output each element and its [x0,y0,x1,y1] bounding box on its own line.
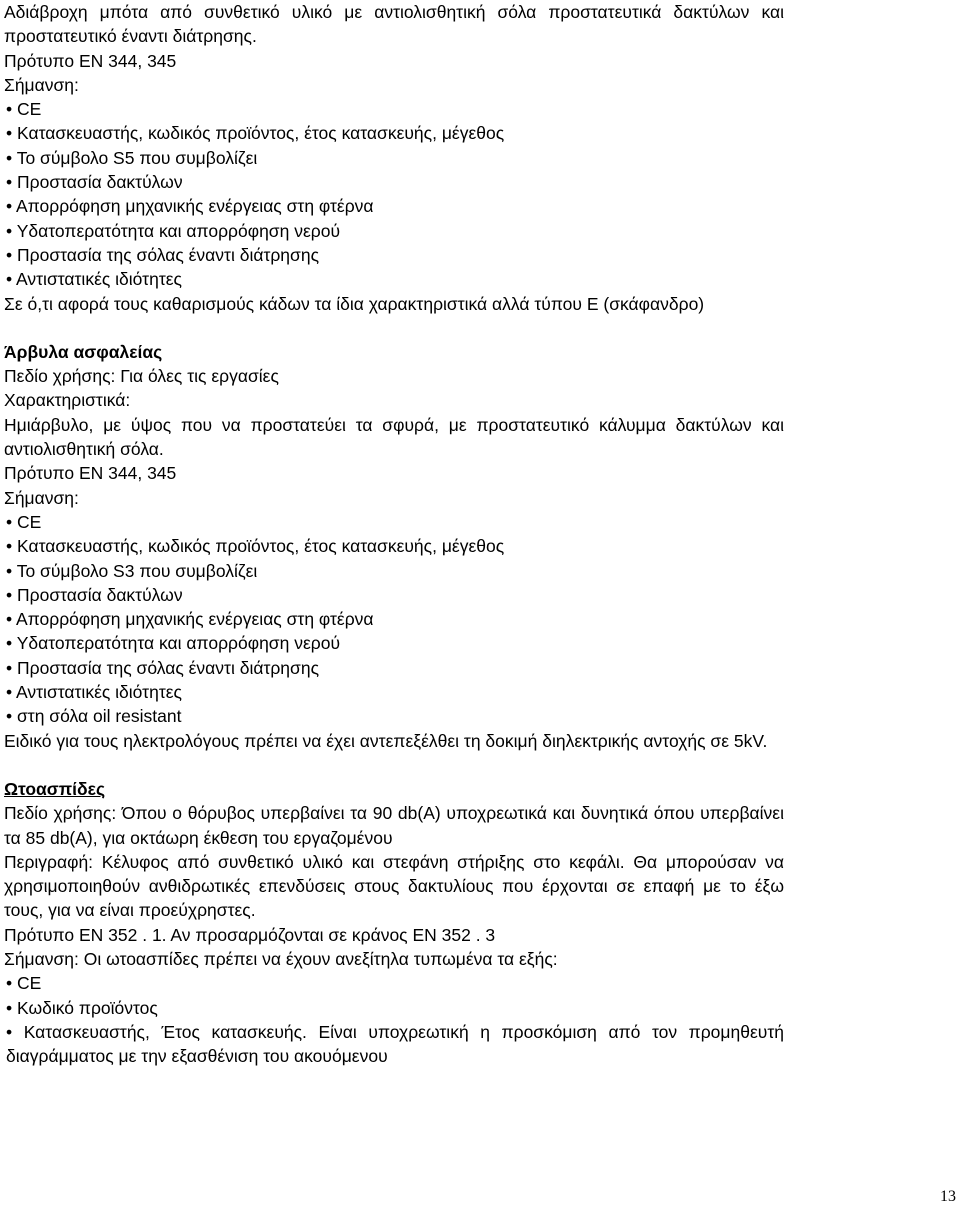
section2-description: Ημιάρβυλο, με ύψος που να προστατεύει τα σφυρά, με προστατευτικό κάλυμμα δακτύλων και αντιολισθητική σόλα. [4,414,784,460]
list-item: • Αντιστατικές ιδιότητες [6,269,182,290]
section2-field: Πεδίο χρήσης: Για όλες τις εργασίες [4,366,279,387]
section1-bullet-list [4,97,784,291]
list-item: • Προστασία της σόλας έναντι διάτρησης [6,244,320,265]
list-item: • στη σόλα oil resistant [6,706,182,727]
list-item: • CE [6,973,42,994]
list-item: • CE [6,99,42,120]
list-item: • Κατασκευαστής, κωδικός προϊόντος, έτος κατασκευής, μέγεθος [6,123,505,144]
list-item: • Κατασκευαστής, κωδικός προϊόντος, έτος κατασκευής, μέγεθος [6,536,505,557]
section3-field: Πεδίο χρήσης: Όπου ο θόρυβος υπερβαίνει τα 90 db(A) υποχρεωτικά και δυνητικά όπου υπερβαίνει τα 85 db(A), για οκτάωρη έκθεση του εργαζομένου [4,803,784,848]
section1-standard: Πρότυπο ΕΝ 344, 345 [4,50,177,71]
list-item: • Αντιστατικές ιδιότητες [6,682,182,703]
section2-marking-label: Σήμανση: [4,487,79,508]
section2-note: Ειδικό για τους ηλεκτρολόγους πρέπει να έχει αντεπεξέλθει τη δοκιμή διηλεκτρικής αντοχής σε 5kV. [4,730,768,751]
list-item: • Κωδικό προϊόντος [6,997,158,1018]
spacer [4,753,784,777]
list-item: • Το σύμβολο S5 που συμβολίζει [6,147,258,168]
list-item: • Υδατοπερατότητα και απορρόφηση νερού [6,633,341,654]
list-item: • Κατασκευαστής, Έτος κατασκευής. Είναι υποχρεωτική η προσκόμιση από τον προμηθευτή διαγράμματος με την εξασθένιση του ακουόμενου [6,1021,784,1067]
section1-note: Σε ό,τι αφορά τους καθαρισμούς κάδων τα ίδια χαρακτηριστικά αλλά τύπου Ε (σκάφανδρο) [4,293,705,314]
spacer [4,316,784,340]
list-item: • Υδατοπερατότητα και απορρόφηση νερού [6,220,341,241]
section3-heading: Ωτοασπίδες [4,778,106,799]
list-item: • Απορρόφηση μηχανικής ενέργειας στη φτέρνα [6,609,374,630]
section1-intro: Αδιάβροχη μπότα από συνθετικό υλικό με αντιολισθητική σόλα προστατευτικά δακτύλων και προστατευτικό έναντι διάτρησης. [4,2,784,47]
list-item: • Προστασία δακτύλων [6,172,183,193]
section2-heading: Άρβυλα ασφαλείας [4,341,163,362]
list-item: • CE [6,511,42,532]
section3-marking: Σήμανση: Οι ωτοασπίδες πρέπει να έχουν ανεξίτηλα τυπωμένα τα εξής: [4,948,558,969]
section3-bullet-list [4,971,784,1068]
section2-bullet-list [4,510,784,729]
list-item: • Το σύμβολο S3 που συμβολίζει [6,560,258,581]
list-item: • Απορρόφηση μηχανικής ενέργειας στη φτέρνα [6,196,374,217]
section2-standard: Πρότυπο ΕΝ 344, 345 [4,463,177,484]
section2-features-label: Χαρακτηριστικά: [4,390,131,411]
page-number: 13 [940,1188,956,1205]
list-item: • Προστασία δακτύλων [6,584,183,605]
section3-description: Περιγραφή: Κέλυφος από συνθετικό υλικό και στεφάνη στήριξης στο κεφάλι. Θα μπορούσαν να χρησιμοποιηθούν ανθιδρωτικές επενδύσεις στους δακτυλίους που έρχονται σε επαφή με το έξω τους, για να είναι προεύχρηστες. [4,851,784,921]
section1-marking-label: Σήμανση: [4,74,79,95]
document-page [4,0,784,1068]
list-item: • Προστασία της σόλας έναντι διάτρησης [6,657,320,678]
section3-standard: Πρότυπο ΕΝ 352 . 1. Αν προσαρμόζονται σε κράνος ΕΝ 352 . 3 [4,924,496,945]
